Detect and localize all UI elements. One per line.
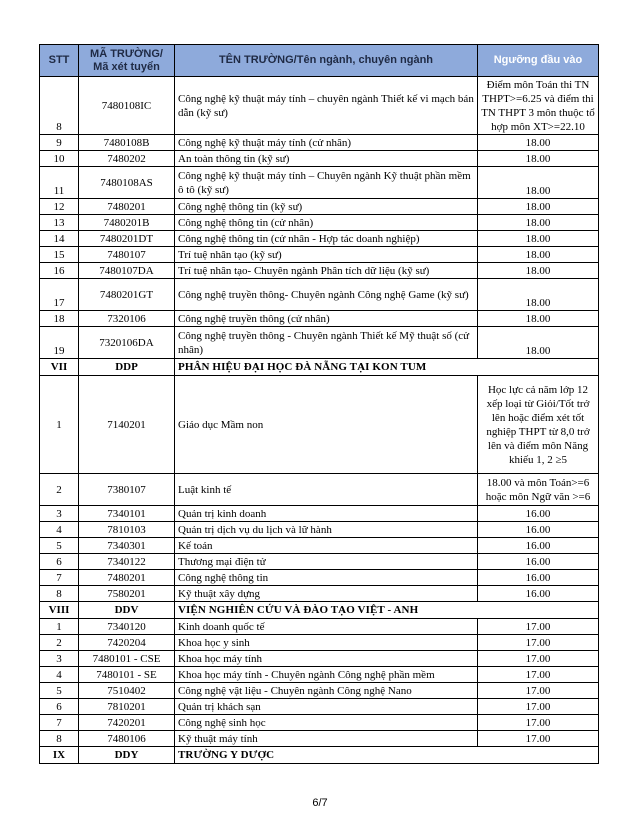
cell-code: 7510402 bbox=[79, 683, 175, 699]
cell-threshold: 18.00 và môn Toán>=6 hoặc môn Ngữ văn >=6 bbox=[478, 474, 599, 506]
cell-code: 7340122 bbox=[79, 554, 175, 570]
cell-name: Giáo dục Mầm non bbox=[175, 376, 478, 474]
section-row bbox=[40, 359, 599, 376]
admission-table bbox=[39, 44, 599, 764]
cell-code: 7480107DA bbox=[79, 263, 175, 279]
cell-name: Kinh doanh quốc tế bbox=[175, 619, 478, 635]
table-row bbox=[40, 199, 599, 215]
cell-code: 7320106 bbox=[79, 311, 175, 327]
cell-threshold: 18.00 bbox=[478, 247, 599, 263]
cell-name: Công nghệ thông tin (cử nhân) bbox=[175, 215, 478, 231]
cell-stt: 2 bbox=[40, 474, 79, 506]
cell-stt: 9 bbox=[40, 135, 79, 151]
cell-stt: 6 bbox=[40, 554, 79, 570]
cell-code: 7480101 - SE bbox=[79, 667, 175, 683]
cell-threshold: 17.00 bbox=[478, 715, 599, 731]
cell-threshold: 18.00 bbox=[478, 199, 599, 215]
cell-name: Quản trị dịch vụ du lịch và lữ hành bbox=[175, 522, 478, 538]
cell-threshold: 17.00 bbox=[478, 667, 599, 683]
cell-name: Kỹ thuật máy tính bbox=[175, 731, 478, 747]
cell-threshold: 18.00 bbox=[478, 263, 599, 279]
cell-stt: 17 bbox=[40, 279, 79, 311]
table-row bbox=[40, 215, 599, 231]
cell-name: Kỹ thuật xây dựng bbox=[175, 586, 478, 602]
table-row bbox=[40, 683, 599, 699]
table-row bbox=[40, 506, 599, 522]
cell-name: Công nghệ thông tin (cử nhân - Hợp tác doanh nghiệp) bbox=[175, 231, 478, 247]
table-row bbox=[40, 667, 599, 683]
cell-threshold: 17.00 bbox=[478, 619, 599, 635]
table-row bbox=[40, 699, 599, 715]
header-threshold: Ngưỡng đầu vào bbox=[478, 45, 599, 77]
cell-name: Trí tuệ nhân tạo (kỹ sư) bbox=[175, 247, 478, 263]
cell-stt: 3 bbox=[40, 651, 79, 667]
cell-stt: 4 bbox=[40, 667, 79, 683]
table-row bbox=[40, 327, 599, 359]
cell-threshold: Học lực cả năm lớp 12 xếp loại từ Giỏi/Tốt trở lên hoặc điểm xét tốt nghiệp THPT từ 8,0 trở lên và điểm môn Năng khiếu 1, 2 ≥5 bbox=[478, 376, 599, 474]
cell-stt: IX bbox=[40, 747, 79, 764]
cell-code: 7810103 bbox=[79, 522, 175, 538]
table-row bbox=[40, 135, 599, 151]
cell-code: 7380107 bbox=[79, 474, 175, 506]
cell-threshold: 16.00 bbox=[478, 570, 599, 586]
header-code-line1: MÃ TRƯỜNG/ bbox=[90, 47, 163, 60]
cell-code: 7480108B bbox=[79, 135, 175, 151]
cell-stt: 5 bbox=[40, 538, 79, 554]
cell-threshold: Điểm môn Toán thi TN THPT>=6.25 và điểm thi TN THPT 3 môn thuộc tổ hợp môn XT>=22.10 bbox=[478, 77, 599, 135]
table-row bbox=[40, 376, 599, 474]
cell-code: 7340301 bbox=[79, 538, 175, 554]
cell-stt: 19 bbox=[40, 327, 79, 359]
table-row bbox=[40, 522, 599, 538]
cell-name: Khoa học máy tính bbox=[175, 651, 478, 667]
header-code-line2: Mã xét tuyển bbox=[93, 60, 160, 73]
cell-name: Quản trị kinh doanh bbox=[175, 506, 478, 522]
cell-threshold: 17.00 bbox=[478, 651, 599, 667]
table-row bbox=[40, 167, 599, 199]
cell-code: 7480101 - CSE bbox=[79, 651, 175, 667]
table-row bbox=[40, 538, 599, 554]
page-number: 6/7 bbox=[312, 797, 328, 809]
cell-code: 7340101 bbox=[79, 506, 175, 522]
table-row bbox=[40, 77, 599, 135]
cell-threshold: 18.00 bbox=[478, 231, 599, 247]
cell-stt: 12 bbox=[40, 199, 79, 215]
cell-code: 7140201 bbox=[79, 376, 175, 474]
cell-code: 7480201 bbox=[79, 570, 175, 586]
cell-stt: 4 bbox=[40, 522, 79, 538]
cell-code: 7580201 bbox=[79, 586, 175, 602]
cell-threshold: 18.00 bbox=[478, 327, 599, 359]
cell-name: Thương mại điện tử bbox=[175, 554, 478, 570]
table-row bbox=[40, 731, 599, 747]
cell-stt: 8 bbox=[40, 731, 79, 747]
cell-name: Kế toán bbox=[175, 538, 478, 554]
cell-name: Trí tuệ nhân tạo- Chuyên ngành Phân tích dữ liệu (kỹ sư) bbox=[175, 263, 478, 279]
cell-stt: 7 bbox=[40, 715, 79, 731]
cell-stt: 3 bbox=[40, 506, 79, 522]
cell-section-name: PHÂN HIỆU ĐẠI HỌC ĐÀ NẴNG TẠI KON TUM bbox=[175, 359, 599, 376]
table-body bbox=[40, 77, 599, 764]
section-row bbox=[40, 747, 599, 764]
table-row bbox=[40, 279, 599, 311]
table-row bbox=[40, 151, 599, 167]
table-row bbox=[40, 263, 599, 279]
table-header-row bbox=[40, 45, 599, 77]
cell-code: 7320106DA bbox=[79, 327, 175, 359]
cell-stt: 1 bbox=[40, 619, 79, 635]
admission-table-sheet bbox=[39, 44, 598, 764]
cell-name: Công nghệ kỹ thuật máy tính – chuyên ngành Thiết kế vi mạch bán dẫn (kỹ sư) bbox=[175, 77, 478, 135]
cell-threshold: 16.00 bbox=[478, 522, 599, 538]
cell-threshold: 17.00 bbox=[478, 635, 599, 651]
cell-code: 7340120 bbox=[79, 619, 175, 635]
cell-name: Công nghệ truyền thông - Chuyên ngành Thiết kế Mỹ thuật số (cử nhân) bbox=[175, 327, 478, 359]
cell-code: 7810201 bbox=[79, 699, 175, 715]
cell-section-name: TRƯỜNG Y DƯỢC bbox=[175, 747, 599, 764]
cell-threshold: 17.00 bbox=[478, 683, 599, 699]
cell-threshold: 18.00 bbox=[478, 135, 599, 151]
cell-threshold: 18.00 bbox=[478, 151, 599, 167]
cell-stt: 14 bbox=[40, 231, 79, 247]
cell-stt: 15 bbox=[40, 247, 79, 263]
table-row bbox=[40, 231, 599, 247]
table-row bbox=[40, 570, 599, 586]
cell-name: Công nghệ sinh học bbox=[175, 715, 478, 731]
cell-stt: 16 bbox=[40, 263, 79, 279]
header-name: TÊN TRƯỜNG/Tên ngành, chuyên ngành bbox=[175, 45, 478, 77]
cell-name: Công nghệ kỹ thuật máy tính – Chuyên ngành Kỹ thuật phần mềm ô tô (kỹ sư) bbox=[175, 167, 478, 199]
cell-name: Luật kinh tế bbox=[175, 474, 478, 506]
cell-threshold: 17.00 bbox=[478, 731, 599, 747]
cell-code: 7420201 bbox=[79, 715, 175, 731]
table-row bbox=[40, 311, 599, 327]
cell-code: 7480201DT bbox=[79, 231, 175, 247]
cell-threshold: 16.00 bbox=[478, 586, 599, 602]
cell-threshold: 17.00 bbox=[478, 699, 599, 715]
cell-threshold: 18.00 bbox=[478, 279, 599, 311]
cell-name: Công nghệ thông tin (kỹ sư) bbox=[175, 199, 478, 215]
table-row bbox=[40, 554, 599, 570]
cell-code: 7480201 bbox=[79, 199, 175, 215]
cell-code: 7480108IC bbox=[79, 77, 175, 135]
cell-threshold: 18.00 bbox=[478, 311, 599, 327]
cell-threshold: 18.00 bbox=[478, 215, 599, 231]
table-row bbox=[40, 474, 599, 506]
cell-code: 7420204 bbox=[79, 635, 175, 651]
header-stt: STT bbox=[40, 45, 79, 77]
cell-code: DDP bbox=[79, 359, 175, 376]
cell-name: Khoa học y sinh bbox=[175, 635, 478, 651]
cell-stt: 10 bbox=[40, 151, 79, 167]
cell-stt: VIII bbox=[40, 602, 79, 619]
cell-stt: 2 bbox=[40, 635, 79, 651]
cell-threshold: 16.00 bbox=[478, 538, 599, 554]
cell-code: 7480108AS bbox=[79, 167, 175, 199]
cell-code: DDY bbox=[79, 747, 175, 764]
cell-name: Quản trị khách sạn bbox=[175, 699, 478, 715]
cell-threshold: 16.00 bbox=[478, 554, 599, 570]
section-row bbox=[40, 602, 599, 619]
cell-stt: 11 bbox=[40, 167, 79, 199]
cell-stt: 8 bbox=[40, 77, 79, 135]
cell-stt: 7 bbox=[40, 570, 79, 586]
table-row bbox=[40, 635, 599, 651]
table-row bbox=[40, 715, 599, 731]
table-row bbox=[40, 247, 599, 263]
cell-code: 7480107 bbox=[79, 247, 175, 263]
table-row bbox=[40, 651, 599, 667]
cell-code: 7480201GT bbox=[79, 279, 175, 311]
cell-code: 7480106 bbox=[79, 731, 175, 747]
cell-name: Công nghệ thông tin bbox=[175, 570, 478, 586]
header-code bbox=[79, 45, 175, 77]
cell-stt: 18 bbox=[40, 311, 79, 327]
table-row bbox=[40, 586, 599, 602]
cell-name: Công nghệ truyền thông- Chuyên ngành Công nghệ Game (kỹ sư) bbox=[175, 279, 478, 311]
cell-name: Công nghệ vật liệu - Chuyên ngành Công nghệ Nano bbox=[175, 683, 478, 699]
cell-threshold: 18.00 bbox=[478, 167, 599, 199]
cell-name: Công nghệ kỹ thuật máy tính (cử nhân) bbox=[175, 135, 478, 151]
table-row bbox=[40, 619, 599, 635]
cell-threshold: 16.00 bbox=[478, 506, 599, 522]
cell-code: DDV bbox=[79, 602, 175, 619]
cell-code: 7480201B bbox=[79, 215, 175, 231]
cell-name: Công nghệ truyền thông (cử nhân) bbox=[175, 311, 478, 327]
cell-name: An toàn thông tin (kỹ sư) bbox=[175, 151, 478, 167]
cell-name: Khoa học máy tính - Chuyên ngành Công nghệ phần mềm bbox=[175, 667, 478, 683]
cell-stt: 8 bbox=[40, 586, 79, 602]
cell-stt: 13 bbox=[40, 215, 79, 231]
cell-stt: 6 bbox=[40, 699, 79, 715]
cell-section-name: VIỆN NGHIÊN CỨU VÀ ĐÀO TẠO VIỆT - ANH bbox=[175, 602, 599, 619]
cell-stt: 5 bbox=[40, 683, 79, 699]
cell-code: 7480202 bbox=[79, 151, 175, 167]
cell-stt: VII bbox=[40, 359, 79, 376]
cell-stt: 1 bbox=[40, 376, 79, 474]
